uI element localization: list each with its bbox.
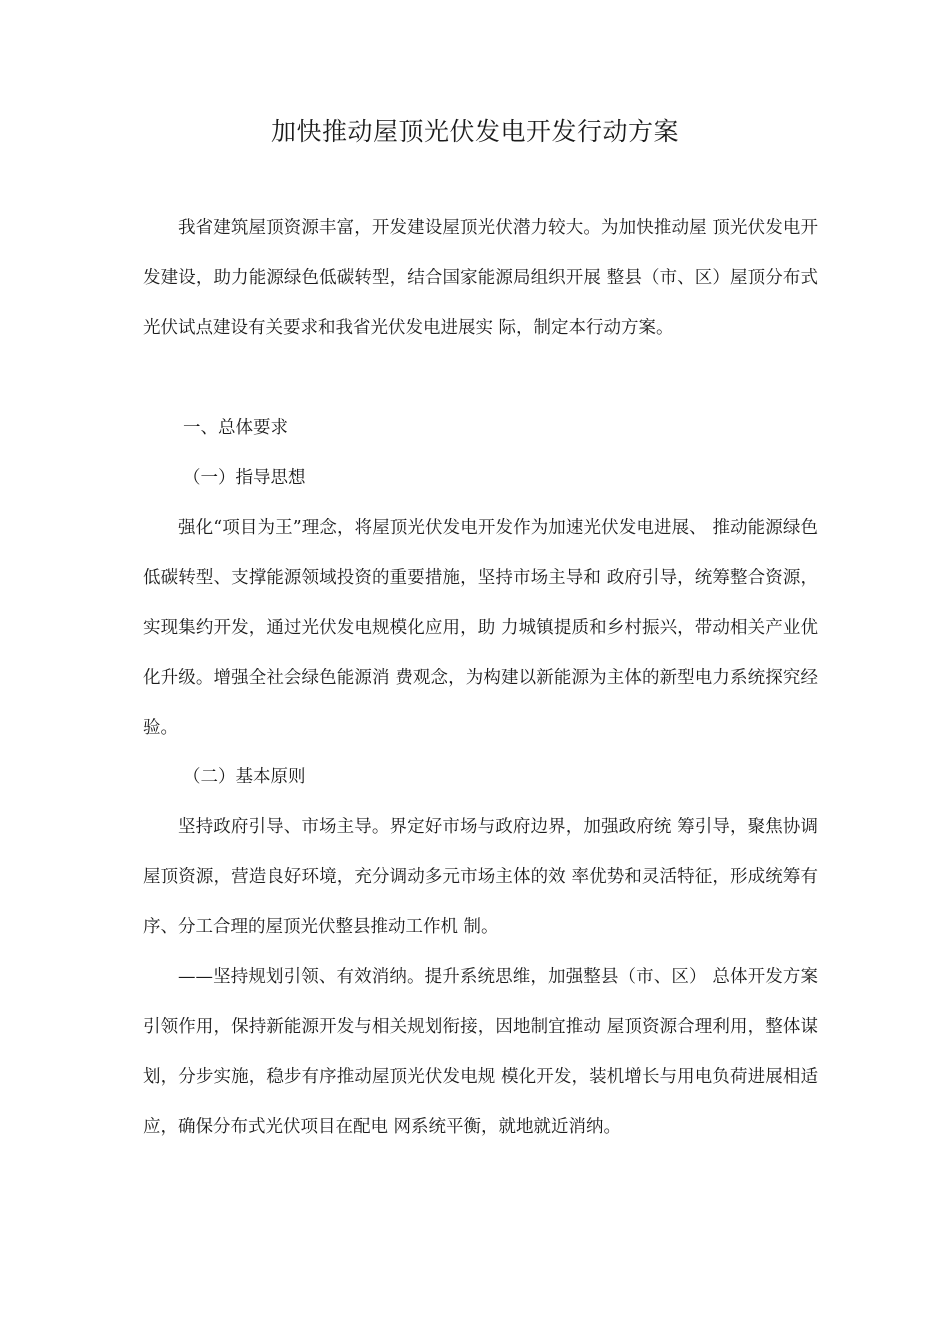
- subsection-heading-guiding-thought: （一）指导思想: [183, 468, 306, 488]
- section-heading-general-requirements: 一、总体要求: [183, 418, 288, 438]
- subsection-heading-basic-principles: （二）基本原则: [183, 767, 306, 787]
- principle-paragraph-planning-guidance: ——坚持规划引领、有效消纳。提升系统思维，加强整县（市、区） 总体开发方案引领作用，保持新能源开发与相关规划衔接，因地制宜推动 屋顶资源合理利用，整体谋划，分步实施，稳步有序推动屋顶光伏发电规 模化开发，装机增长与用电负荷进展相适应，确保分布式光伏项目在配电 网系统平衡，就地就近消纳。: [143, 967, 818, 1137]
- intro-paragraph: 我省建筑屋顶资源丰富，开发建设屋顶光伏潜力较大。为加快推动屋 顶光伏发电开发建设，助力能源绿色低碳转型，结合国家能源局组织开展 整县（市、区）屋顶分布式光伏试点建设有关要求和我省光伏发电进展实 际，制定本行动方案。: [143, 218, 818, 338]
- document-title: 加快推动屋顶光伏发电开发行动方案: [270, 117, 679, 146]
- principle-paragraph-government-guidance: 坚持政府引导、市场主导。界定好市场与政府边界，加强政府统 筹引导，聚焦协调屋顶资源，营造良好环境，充分调动多元市场主体的效 率优势和灵活特征，形成统筹有序、分工合理的屋顶光伏整县推动工作机 制。: [143, 817, 818, 937]
- guiding-thought-paragraph: 强化“项目为王”理念，将屋顶光伏发电开发作为加速光伏发电进展、 推动能源绿色低碳转型、支撑能源领域投资的重要措施，坚持市场主导和 政府引导，统筹整合资源，实现集约开发，通过光伏发电规模化应用，助 力城镇提质和乡村振兴，带动相关产业优化升级。增强全社会绿色能源消 费观念，为构建以新能源为主体的新型电力系统探究经验。: [143, 518, 818, 738]
